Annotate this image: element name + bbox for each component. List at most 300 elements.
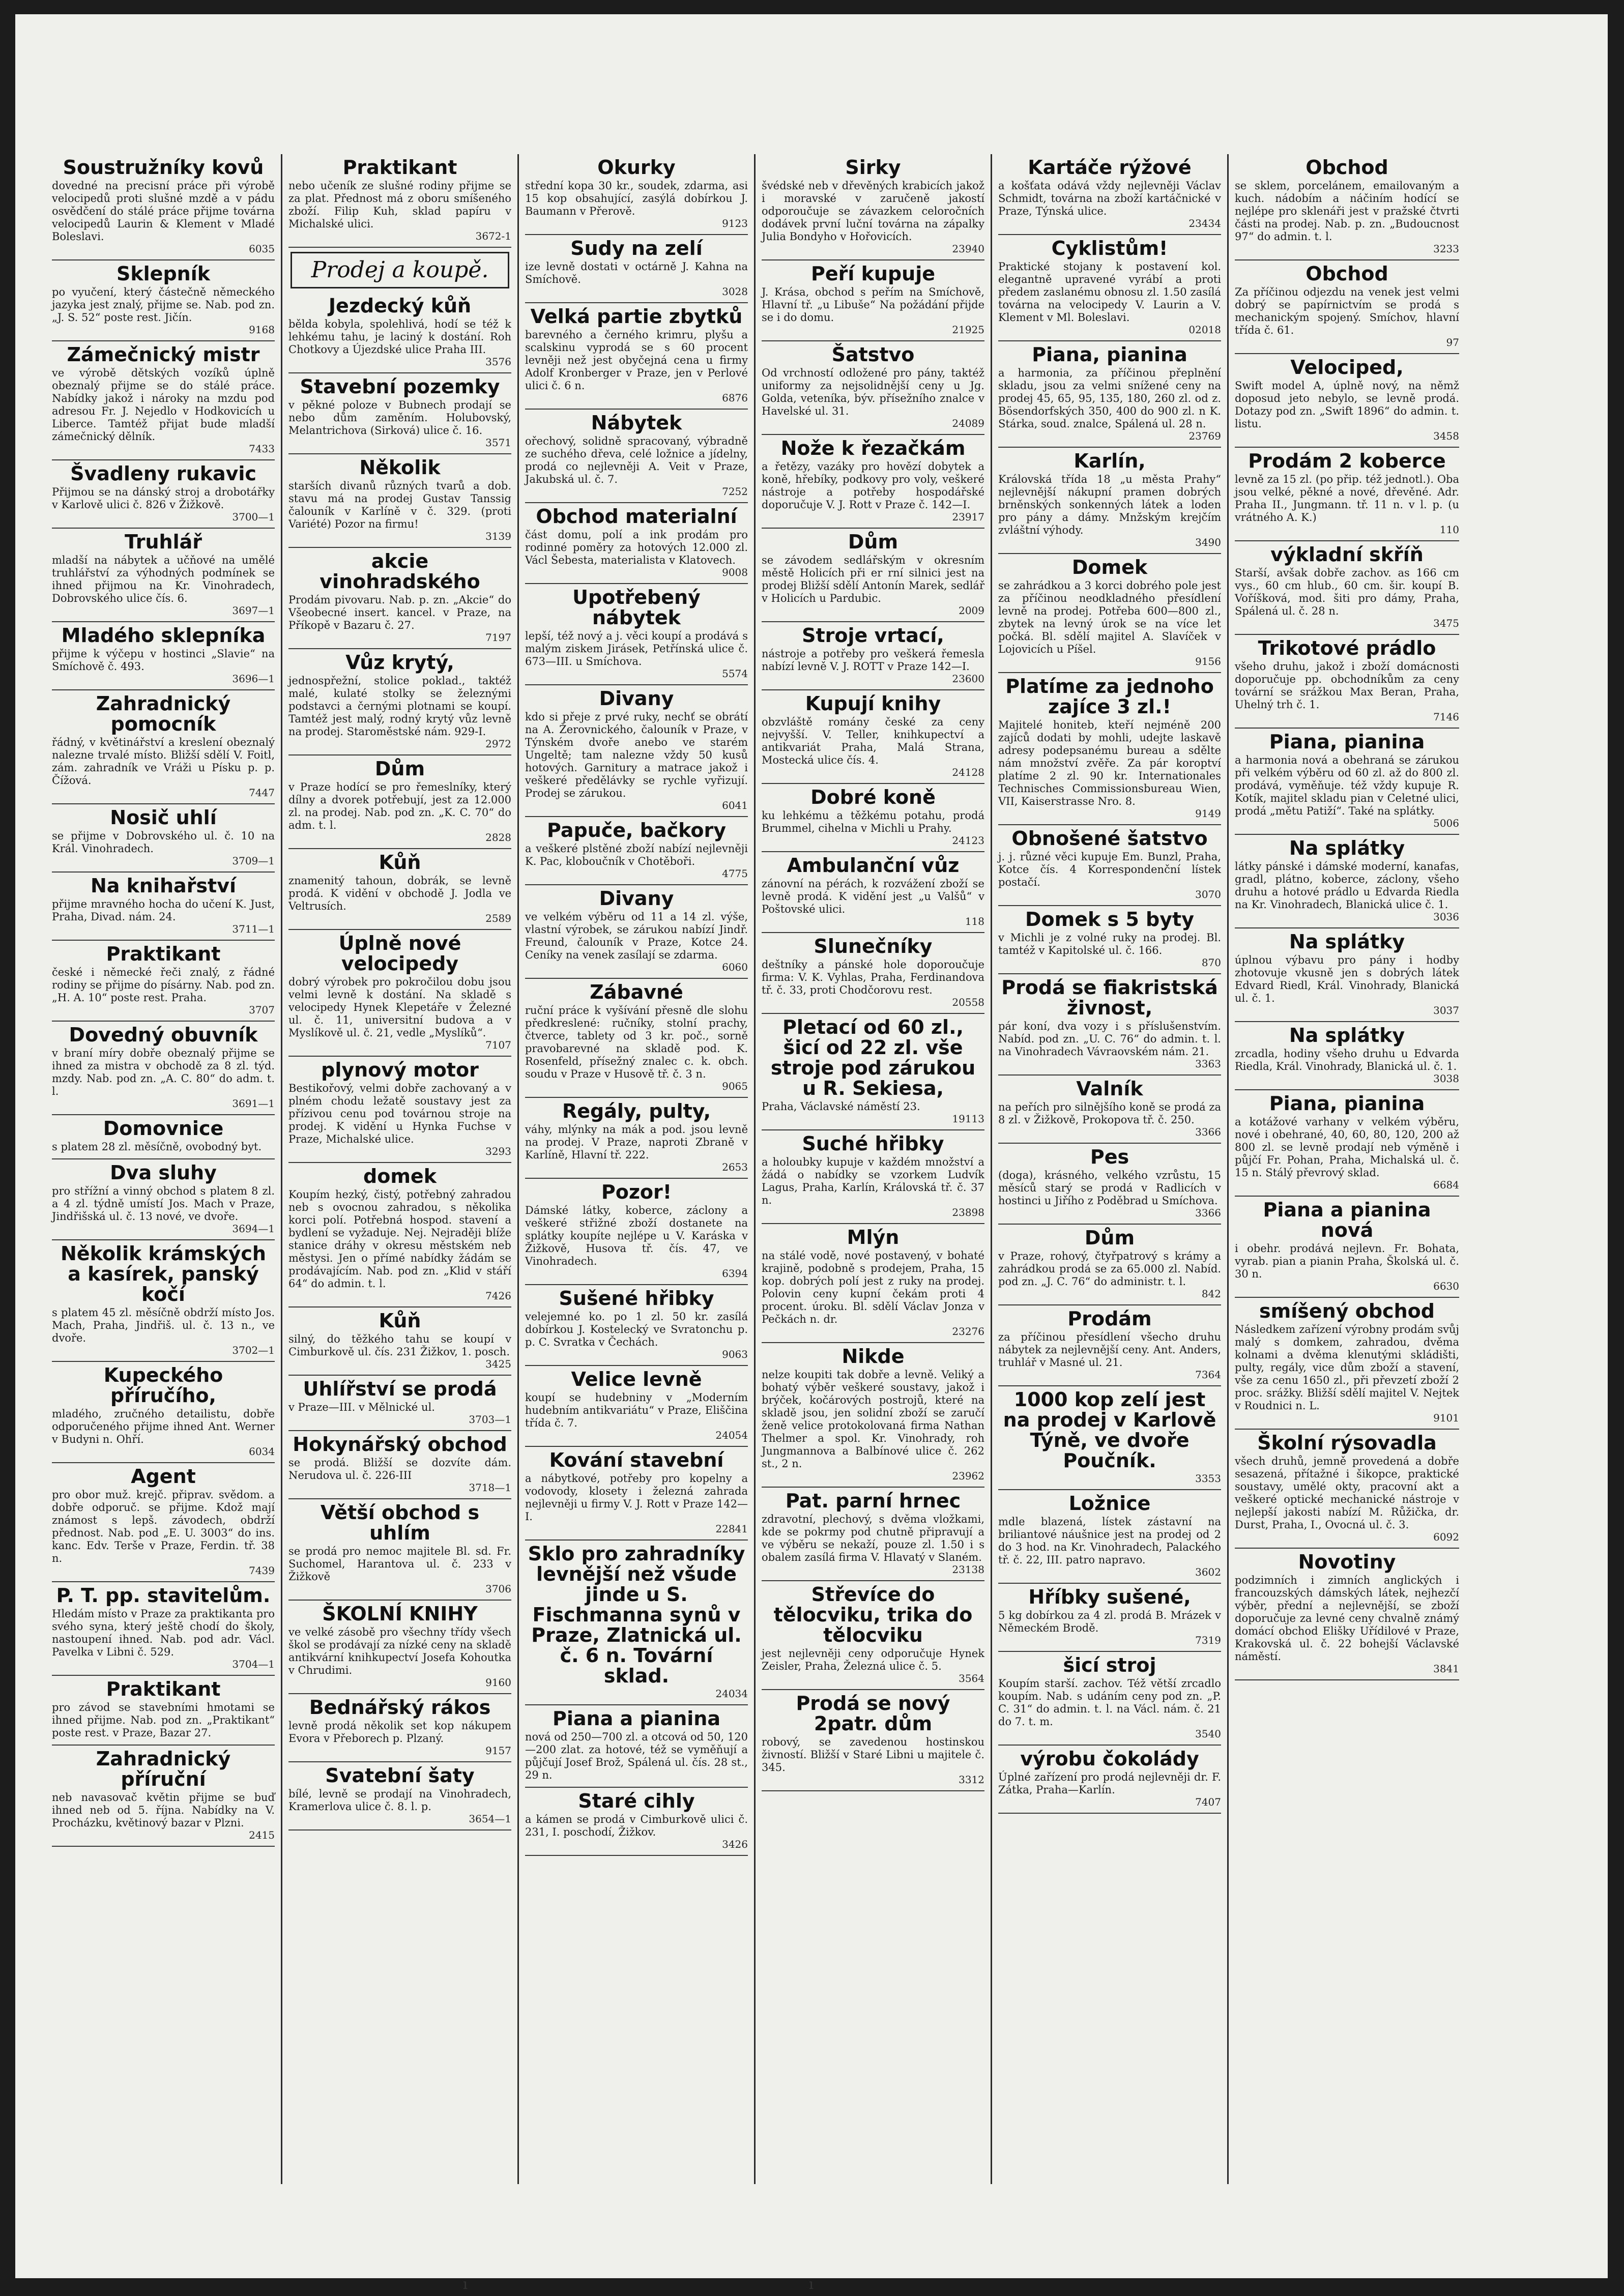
classified-ad xyxy=(762,690,984,784)
ad-title: Slunečníky xyxy=(814,935,933,957)
classified-ad xyxy=(762,154,984,260)
classified-ad xyxy=(52,1159,275,1240)
ad-number: 23940 xyxy=(952,243,984,255)
ad-number: 7433 xyxy=(249,443,275,455)
ad-number: 6876 xyxy=(722,392,748,404)
ad-title: Suché hřibky xyxy=(802,1132,944,1155)
ad-number: 9156 xyxy=(1195,655,1221,667)
ad-title: Na splátky xyxy=(1289,1024,1405,1047)
ad-text: nástroje a potřeby pro veškerá řemesla nabízí levně V. J. ROTT v Praze 142—I. xyxy=(762,648,984,673)
ad-text: Úplné zařízení pro prodá nejlevněji dr. F. Zátka, Praha—Karlín. xyxy=(998,1771,1221,1796)
ad-number: 23434 xyxy=(1188,217,1221,229)
classified-ad xyxy=(1235,928,1459,1022)
ad-title: ŠKOLNÍ KNIHY xyxy=(322,1603,478,1625)
ad-title: Svatební šaty xyxy=(325,1764,475,1787)
classified-ad xyxy=(762,1014,984,1130)
ad-title: Staré cihly xyxy=(578,1790,695,1812)
classified-ad xyxy=(288,154,511,248)
classified-ad xyxy=(288,1499,511,1601)
classified-columns xyxy=(46,154,1465,2184)
ad-text: zrcadla, hodiny všeho druhu u Edvarda Riedla, Král. Vinohrady, Blanická ul. č. 1. xyxy=(1235,1048,1459,1072)
ad-title: Stroje vrtací, xyxy=(802,624,944,647)
ad-title: Trikotové prádlo xyxy=(1258,637,1436,659)
ad-title: Na knihařství xyxy=(90,875,237,897)
ad-text: mladého, zručného detailistu, dobře odporučeného přijme ihned Ant. Werner v Budyni n. Ohří. xyxy=(52,1408,275,1445)
classified-ad xyxy=(288,930,511,1057)
ad-text: v Praze—III. v Mělnické ul. xyxy=(288,1401,435,1413)
classified-ad xyxy=(762,1343,984,1488)
ad-text: a řetězy, vazáky pro hovězí dobytek a koně, hřebíky, podkovy pro voly, veškeré nástroje a potřeby hospodářské doporučuje V. J. Rott v Praze č. 142—I. xyxy=(762,460,984,511)
classified-ad xyxy=(525,503,748,584)
classified-ad xyxy=(762,852,984,933)
classified-ad xyxy=(1235,835,1459,928)
classified-ad xyxy=(525,303,748,410)
ad-number: 3707 xyxy=(249,1004,275,1016)
classified-ad xyxy=(52,1115,275,1159)
ad-title: Hokynářský obchod xyxy=(293,1433,507,1456)
classified-ad xyxy=(52,1362,275,1463)
classified-ad xyxy=(762,933,984,1014)
ad-title: Piana, pianina xyxy=(1032,343,1187,366)
ad-text: mladší na nábytek a učňové na umělé truhlářství za výhodných podmínek se ihned přijmou na Kr. Vinohradech, Dobrovského ulice čís. 6. xyxy=(52,554,275,604)
ad-title: Domek s 5 byty xyxy=(1025,908,1194,931)
ad-title: Dovedný obuvník xyxy=(69,1024,258,1046)
ad-title: Zámečnický mistr xyxy=(67,343,260,366)
ad-text: Koupím starší. zachov. Též větší zrcadlo koupím. Nab. s udáním ceny pod zn. „P. C. 31“ do admin. t. l. na Václ. nám. č. 21 do 7. t. m. xyxy=(998,1677,1221,1728)
ad-number: 3366 xyxy=(1195,1126,1221,1138)
ad-title: Valník xyxy=(1076,1078,1143,1100)
ad-title: Soustružníky kovů xyxy=(63,156,264,179)
classified-ad xyxy=(998,554,1221,673)
ad-title: Bednářský rákos xyxy=(309,1696,491,1719)
ad-number: 3353 xyxy=(1195,1472,1221,1485)
ad-text: české i německé řeči znalý, z řádné rodiny se přijme do písárny. Nab. pod zn. „H. A. 10“ poste rest. Praha. xyxy=(52,966,275,1004)
ad-text: nebo učeník ze slušné rodiny přijme se za plat. Přednost má z oboru smíšeného zboží. Filip Kuh, sklad papíru v Michalské ulici. xyxy=(288,180,511,230)
classified-ad xyxy=(998,235,1221,341)
ad-title: Prodám 2 koberce xyxy=(1248,450,1446,472)
classified-ad xyxy=(525,1788,748,1856)
column-6 xyxy=(1229,154,1465,2184)
ad-title: Obchod materialní xyxy=(536,505,737,528)
classified-ad xyxy=(525,1366,748,1447)
ad-text: dobrý výrobek pro pokročilou dobu jsou velmi levně k dostání. Na skladě s velocipedy Hynek Klepetáře v Železné ul. č. 11, universitní budova a v Myslíkově ul. č. 21, vedle „Myslíků“. xyxy=(288,976,511,1039)
classified-ad xyxy=(998,154,1221,235)
ad-title: Uhlířství se prodá xyxy=(303,1378,497,1400)
ad-text: v braní míry dobře obeznalý přijme se ihned za mistra v obchodě za 8 zl. týd. mzdy. Nab. pod zn. „A. C. 80“ do adm. t. l. xyxy=(52,1047,275,1097)
ad-number: 23962 xyxy=(952,1470,984,1482)
ad-text: se zahrádkou a 3 korci dobrého pole jest za příčinou neodkladného přesídlení levně na prodej. Potřeba 600—800 zl., zbytek na levný úrok se na více let počká. Bl. sdělí majitel A. Slavíček v Lojovicích u Píšel. xyxy=(998,579,1221,655)
ad-text: zánovní na pérách, k rozvážení zboží se levně prodá. K vidění jest „u Valšů“ v Poštovské ulici. xyxy=(762,878,984,915)
ad-title: Jezdecký kůň xyxy=(328,295,472,317)
classified-ad xyxy=(762,1690,984,1791)
classified-ad xyxy=(525,154,748,235)
ad-title: plynový motor xyxy=(321,1059,479,1081)
column-2 xyxy=(282,154,519,2184)
classified-ad xyxy=(762,341,984,435)
ad-number: 7447 xyxy=(249,787,275,799)
ad-number: 23138 xyxy=(952,1563,984,1576)
ad-text: nová od 250—700 zl. a otcová od 50, 120—200 zlat. za hotové, též se vyměňují a půjčují Josef Brož, Spálená ul. čís. 28 st., 29 n. xyxy=(525,1731,748,1781)
ad-number: 21925 xyxy=(952,324,984,336)
classified-ad xyxy=(1235,1430,1459,1549)
ad-text: úplnou výbavu pro pány i hodby zhotovuje vkusně jen s dobrých látek Edvard Riedl, Král. Vinohrady, Blanická ul. č. 1. xyxy=(1235,954,1459,1004)
ad-number: 7319 xyxy=(1195,1634,1221,1646)
ad-title: Peří kupuje xyxy=(811,263,935,285)
ad-title: Sušené hřibky xyxy=(559,1287,714,1310)
ad-number: 3704—1 xyxy=(232,1658,275,1670)
classified-ad xyxy=(288,849,511,930)
classified-ad xyxy=(998,974,1221,1076)
ad-title: Prodám xyxy=(1067,1307,1152,1330)
ad-text: levně prodá několik set kop nákupem Evora v Přeborech p. Plzaný. xyxy=(288,1720,511,1745)
ad-text: podzimních i zimních anglických i francouzských dámských látek, nejhezčí výběr, přední a nejlevnější, se zboží doporučuje za levné ceny chvalně známý domácí obchod Elišky Uřídilové v Praze, Krakovská ul. č. 22 bohejší Václavské náměstí. xyxy=(1235,1574,1459,1663)
classified-ad xyxy=(288,755,511,849)
ad-number: 6060 xyxy=(722,961,748,973)
ad-text: Swift model A, úplně nový, na němž doposud jeto nebylo, se levně prodá. Dotazy pod zn. „Swift 1896“ do admin. t. listu. xyxy=(1235,380,1459,430)
classified-ad xyxy=(288,454,511,548)
ad-text: všeho druhu, jakož i zboží domácnosti doporučuje pp. obchodníkům za ceny tovární se srážkou Max Beran, Praha, Uhelný trh č. 1. xyxy=(1235,660,1459,711)
classified-ad xyxy=(525,685,748,817)
ad-number: 3233 xyxy=(1433,243,1459,255)
classified-ad xyxy=(525,1285,748,1366)
ad-number: 24123 xyxy=(952,834,984,847)
ad-text: a holoubky kupuje v každém množství a žádá o nabídky se vzorkem Ludvík Lagus, Praha, Karlín, Královská tř. č. 37 n. xyxy=(762,1156,984,1206)
classified-ad xyxy=(525,1098,748,1179)
ad-number: 3070 xyxy=(1195,888,1221,900)
ad-text: střední kopa 30 kr., soudek, zdarma, asi 15 kop obsahující, zasýlá dobírkou J. Baumann v Přerově. xyxy=(525,180,748,217)
ad-title: Mlýn xyxy=(847,1226,900,1248)
ad-number: 7146 xyxy=(1433,711,1459,723)
ad-number: 9008 xyxy=(722,566,748,578)
ad-number: 7439 xyxy=(249,1564,275,1577)
ad-text: za příčinou přesídlení všecho druhu nábytek za nejlevnější ceny. Ant. Anders, truhlář v Masné ul. 21. xyxy=(998,1331,1221,1369)
classified-ad xyxy=(525,1447,748,1541)
ad-text: váhy, mlýnky na mák a pod. jsou levně na prodej. V Praze, naproti Zbraně v Karlíně, Hlavní tř. 222. xyxy=(525,1123,748,1161)
classified-ad xyxy=(525,584,748,685)
ad-number: 3672-1 xyxy=(475,230,511,242)
ad-text: dovedné na precisní práce při výrobě velocipedů proti slušné mzdě a v pádu osvědčení do stálé práce přijme továrna velocipedů Laurin & Klement v Mladé Boleslavi. xyxy=(52,180,275,243)
ad-title: Pat. parní hrnec xyxy=(785,1490,961,1512)
ad-title: Dva sluhy xyxy=(110,1161,217,1184)
ad-text: jest nejlevněji ceny odporučuje Hynek Zeisler, Praha, Železná ulice č. 5. xyxy=(762,1647,984,1672)
ad-number: 7107 xyxy=(485,1039,511,1051)
ad-number: 23917 xyxy=(952,511,984,523)
classified-ad xyxy=(998,341,1221,448)
ad-title: akcie vinohradského xyxy=(320,550,480,593)
ad-number: 3696—1 xyxy=(232,673,275,685)
ad-text: bílé, levně se prodají na Vinohradech, Kramerlova ulice č. 8. l. p. xyxy=(288,1788,511,1813)
classified-ad xyxy=(1235,1549,1459,1680)
ad-text: pro obor muž. krejč. připrav. svědom. a dobře odporuč. se přijme. Kdož mají známost s lepš. závodech, obdrží přednost. Nab. pod „E. U. 3003“ do ins. kanc. Edv. Terše v Praze, Ferdin. tř. 38 n. xyxy=(52,1489,275,1564)
ad-title: Mladého sklepníka xyxy=(61,624,266,647)
ad-title: Střevíce do tělocviku, trika do tělocviku xyxy=(773,1583,973,1646)
classified-ad xyxy=(1235,260,1459,354)
ad-number: 9123 xyxy=(722,217,748,229)
ad-text: a veškeré plstěné zboží nabízí nejlevněji K. Pac, kloboučník v Chotěboři. xyxy=(525,842,748,867)
ad-text: (doga), krásného, velkého vzrůstu, 15 měsíců starý se prodá v Radlicích v hostinci u Jiřího z Poděbrad u Smíchova. xyxy=(998,1169,1221,1207)
ad-text: se prodá. Bližší se dozvíte dám. Nerudova ul. č. 226-III xyxy=(288,1457,511,1481)
ad-number: 3697—1 xyxy=(232,604,275,617)
classified-ad xyxy=(525,885,748,979)
classified-ad xyxy=(288,293,511,373)
ad-title: Kůň xyxy=(379,1310,421,1332)
ad-number: 2589 xyxy=(485,912,511,924)
ad-title: Dům xyxy=(1084,1227,1135,1249)
ad-number: 24128 xyxy=(952,766,984,778)
ad-title: Sklo pro zahradníky levnější než všude jinde u S. Fischmanna synů v Praze, Zlatnická ul. č. 6 n. Tovární sklad. xyxy=(528,1543,745,1687)
ad-number: 7407 xyxy=(1195,1796,1221,1808)
ad-text: pár koní, dva vozy i s příslušenstvím. Nabíd. pod zn. „U. C. 76“ do admin. t. l. na Vinohradech Vávraovském nám. 21. xyxy=(998,1020,1221,1058)
ad-text: v Praze hodící se pro řemeslníky, který dílny a dvorek potřebují, jest za 12.000 zl. na prodej. Nab. pod zn. „K. C. 70“ do adm. t. l. xyxy=(288,781,511,831)
ad-text: Praktické stojany k postavení kol. elegantně upravené vyrábí a proti předem zaslanému obnosu zl. 1.50 zasílá továrna na velocipedy V. Laurin a V. Klement v Ml. Boleslavi. xyxy=(998,260,1221,324)
ad-title: Velociped, xyxy=(1290,356,1404,379)
ad-text: se prodá pro nemoc majitele Bl. sd. Fr. Suchomel, Harantova ul. č. 233 v Žižkově xyxy=(288,1545,511,1583)
classified-ad xyxy=(288,1601,511,1694)
ad-number: 24089 xyxy=(952,417,984,429)
column-1 xyxy=(46,154,282,2184)
ad-title: Obchod xyxy=(1306,263,1388,285)
classified-ad xyxy=(762,784,984,852)
ad-text: ku lehkému a těžkému potahu, prodá Brummel, cihelna v Michli u Prahy. xyxy=(762,809,984,834)
ad-text: Hledám místo v Praze za praktikanta pro svého syna, který ještě chodí do školy, nastoupení ihned. Nab. pod adr. Václ. Pavelka v Libni č. 529. xyxy=(52,1608,275,1658)
classified-ad xyxy=(998,448,1221,554)
classified-ad xyxy=(998,906,1221,974)
classified-ad xyxy=(288,1307,511,1376)
ad-number: 3841 xyxy=(1433,1663,1459,1675)
ad-number: 3564 xyxy=(959,1672,984,1684)
ad-number: 3540 xyxy=(1195,1728,1221,1740)
ad-number: 97 xyxy=(1446,336,1459,348)
ad-title: Pes xyxy=(1090,1146,1129,1168)
ad-text: znamenitý tahoun, dobrák, se levně prodá. K vidění v obchodě J. Jodla ve Veltrusích. xyxy=(288,875,511,912)
classified-ad xyxy=(1235,154,1459,260)
ad-title: Školní rýsovadla xyxy=(1257,1432,1437,1454)
classified-ad xyxy=(998,1584,1221,1652)
ad-title: Kupují knihy xyxy=(805,692,941,715)
ad-title: Papuče, bačkory xyxy=(547,819,726,841)
ad-text: s platem 45 zl. měsíčně obdrží místo Jos. Mach, Praha, Jindřiš. ul. č. 13 n., ve dvoře. xyxy=(52,1306,275,1344)
ad-number: 6034 xyxy=(249,1445,275,1458)
ad-title: Praktikant xyxy=(106,1678,221,1700)
ad-number: 23276 xyxy=(952,1325,984,1338)
classified-ad xyxy=(762,529,984,622)
ad-text: Starší, avšak dobře zachov. as 166 cm vys., 60 cm hlub., 60 cm. šir. koupí B. Voříšková, mod. šiti pro dámy, Praha, Spálená ul. č. 28 n. xyxy=(1235,567,1459,617)
ad-text: se sklem, porcelánem, emailovaným a kuch. nádobím a náčiním hodící se nejlépe pro sklenáři jest v pražské čtvrti části na prodej. Nab. p. zn. „Budoucnost 97“ do admin. t. l. xyxy=(1235,180,1459,243)
classified-ad xyxy=(52,529,275,622)
ad-title: Nosič uhlí xyxy=(110,806,217,829)
ad-title: Pletací od 60 zl., šicí od 22 zl. vše stroje pod zárukou u R. Sekiesa, xyxy=(770,1016,976,1099)
ad-number: 6684 xyxy=(1433,1179,1459,1191)
ad-title: Hříbky sušené, xyxy=(1028,1586,1191,1608)
ad-text: Bestikořový, velmi dobře zachovaný a v plném chodu ležatě soustavy jest za přízivou cenu pod továrnou stroje na prodej. K vidění u Hynka Fuchse v Praze, Michalské ulice. xyxy=(288,1082,511,1145)
ad-title: Cyklistům! xyxy=(1051,237,1168,259)
classified-ad xyxy=(288,649,511,755)
ad-text: a nábytkové, potřeby pro kopelny a vodovody, klosety i železná zahrada nejlevněji u firmy V. J. Rott v Praze 142—I. xyxy=(525,1472,748,1523)
ad-title: Šatstvo xyxy=(831,343,915,366)
ad-text: nelze koupiti tak dobře a levně. Veliký a bohatý výběr veškeré soustavy, jakož i brýček, kočárových postrojů, které na skladě jsou, jen solidní zboží se zaručí ženě velice protokolovaná firma Nathan Thelmer a spol. Kr. Vinohrady, roh Jungmannova a Balbínové ulice č. 262 st., 2 n. xyxy=(762,1369,984,1470)
classified-ad xyxy=(52,873,275,941)
ad-number: 7197 xyxy=(485,631,511,644)
ad-number: 3490 xyxy=(1195,536,1221,548)
ad-title: Novotiny xyxy=(1298,1551,1396,1573)
classified-ad xyxy=(525,235,748,303)
ad-number: 3425 xyxy=(485,1358,511,1370)
classified-ad xyxy=(52,1676,275,1746)
ad-text: velejemné ko. po 1 zl. 50 kr. zasílá dobírkou J. Kostelecký ve Svratonchu p. p. C. Svratka v Čechách. xyxy=(525,1311,748,1348)
classified-ad xyxy=(762,1488,984,1581)
ad-number: 3711—1 xyxy=(232,923,275,935)
ad-title: Agent xyxy=(131,1465,196,1488)
ad-number: 6630 xyxy=(1433,1280,1459,1292)
classified-ad xyxy=(762,1130,984,1224)
classified-ad xyxy=(998,673,1221,825)
ad-text: bělda kobyla, spolehlivá, hodí se též k lehkému tahu, je laciný k dostání. Roh Chotkovy a Újezdské ulice Praha III. xyxy=(288,318,511,356)
ad-number: 3576 xyxy=(485,356,511,368)
ad-number: 7426 xyxy=(485,1290,511,1302)
ad-number: 9063 xyxy=(722,1348,748,1360)
ad-number: 5006 xyxy=(1433,817,1459,829)
ad-title: Ambulanční vůz xyxy=(787,854,960,877)
ad-text: švédské neb v dřevěných krabicích jakož i moravské v zaručeně jakostí odporoučuje se závazkem celoročních dodávek první luční továrna na zápalky Julia Bondyho v Hořovicích. xyxy=(762,180,984,243)
ad-number: 3706 xyxy=(485,1583,511,1595)
classified-ad xyxy=(288,1163,511,1307)
ad-number: 3312 xyxy=(959,1774,984,1786)
ad-number: 5574 xyxy=(722,667,748,680)
ad-text: J. Krása, obchod s peřím na Smíchově, Hlavní tř. „u Libuše“ Na požádání přijde se i do domu. xyxy=(762,286,984,324)
ad-title: Kartáče rýžové xyxy=(1028,156,1192,179)
ad-number: 7364 xyxy=(1195,1369,1221,1381)
ad-number: 3366 xyxy=(1195,1207,1221,1219)
ad-number: 22841 xyxy=(715,1523,748,1535)
ad-title: Dům xyxy=(848,531,898,553)
ad-number: 3038 xyxy=(1433,1072,1459,1085)
ad-title: Truhlář xyxy=(125,531,202,553)
ad-text: a kotážové varhany v velkém výběru, nové i obehrané, 40, 60, 80, 120, 200 až 800 zl. se levně prodají neb výměně i půjčí Fr. Pohan, Praha, Michalská ul. č. 15 n. Stálý převrový sklad. xyxy=(1235,1116,1459,1179)
ad-number: 3363 xyxy=(1195,1058,1221,1070)
ad-text: barevného a černého krimru, plyšu a scalskinu vyprodá se s 60 procent levněji než jest obyčejná cena u firmy Adolf Kronberger v Praze, jen v Perlové ulici č. 6 n. xyxy=(525,329,748,392)
ad-number: 9149 xyxy=(1195,807,1221,820)
ad-number: 23769 xyxy=(1188,430,1221,442)
ad-number: 2972 xyxy=(485,738,511,750)
ad-number: 3709—1 xyxy=(232,855,275,867)
classified-ad xyxy=(998,1386,1221,1490)
ad-text: látky pánské i dámské moderní, kanafas, gradl, plátno, koberce, záclony, všeho druhu a hotové prádlo u Edvarda Riedla na Kr. Vinohradech, Blanická ulice č. 1. xyxy=(1235,860,1459,911)
classified-ad xyxy=(998,1652,1221,1746)
ad-text: v pěkné poloze v Bubnech prodají se nebo dům zaměním. Holubovský, Melantrichova (Sirková) ulice č. 16. xyxy=(288,399,511,437)
ad-text: koupí se hudebniny v „Moderním hudebním antikvariátu“ v Praze, Eliščina třída č. 7. xyxy=(525,1391,748,1429)
ad-title: Karlín, xyxy=(1074,450,1146,472)
ad-text: Královská třída 18 „u města Prahy“ nejlevnější nákupní pramen dobrých brněnských sonkenných látek a loden pro pány a dámy. Mnžským krejčím zvláštní výhody. xyxy=(998,473,1221,536)
ad-title: Prodá se fiakristská živnost, xyxy=(1001,976,1218,1019)
ad-number: 2828 xyxy=(485,831,511,844)
ad-text: přijme mravného hocha do učení K. Just, Praha, Divad. nám. 24. xyxy=(52,898,275,923)
ad-text: Prodám pivovaru. Nab. p. zn. „Akcie“ do Všeobecné insert. kancel. v Praze, na Příkopě v Bazaru č. 27. xyxy=(288,594,511,631)
classified-ad xyxy=(288,1431,511,1499)
ad-text: ve velké zásobě pro všechny třídy všech škol se prodávají za nízké ceny na skladě antikvární knihkupectví Josefa Kohoutka v Chrudimi. xyxy=(288,1626,511,1676)
classified-ad xyxy=(525,1541,748,1705)
ad-number: 3654—1 xyxy=(469,1813,511,1825)
ad-text: Od vrchností odložené pro pány, taktéž uniformy za nejsolidnější ceny u Jg. Golda, veteníka, býv. přísežního znalce v Havelské ul. 31. xyxy=(762,367,984,417)
newspaper-page xyxy=(15,14,1608,2292)
ad-title: Větší obchod s uhlím xyxy=(320,1501,480,1544)
ad-text: kdo si přeje z prvé ruky, nechť se obrátí na A. Žerovnického, čalouník v Praze, v Týnském dvoře anebo ve starém Ungeltě; tam nalezne vždy 50 kusů hotových. Garnitury a matrace jakož i veškeré předělávky se rychle vyřizují. Prodej se zárukou. xyxy=(525,711,748,799)
ad-title: Upotřebený nábytek xyxy=(572,586,701,629)
ad-number: 9065 xyxy=(722,1080,748,1092)
classified-ad xyxy=(1235,1022,1459,1090)
ad-title: Okurky xyxy=(597,156,676,179)
ad-title: Praktikant xyxy=(106,943,221,965)
classified-ad xyxy=(288,1762,511,1830)
ad-title: Platíme za jednoho zajíce 3 zl.! xyxy=(1005,675,1214,718)
bottom-mark: ı xyxy=(809,2276,814,2292)
classified-ad xyxy=(52,1240,275,1362)
ad-title: Švadleny rukavic xyxy=(70,462,256,485)
ad-number: 9160 xyxy=(485,1676,511,1689)
ad-title: výrobu čokolády xyxy=(1020,1748,1199,1770)
ad-number: 6394 xyxy=(722,1267,748,1280)
classified-ad xyxy=(288,373,511,454)
ad-number: 23898 xyxy=(952,1206,984,1218)
ad-number: 6041 xyxy=(722,799,748,811)
ad-text: Dámské látky, koberce, záclony a veškeré střižné zboží dostanete na splátky koupíte nejlépe u V. Karáska v Žižkově, Husova tř. čís. 47, ve Vinohradech. xyxy=(525,1204,748,1267)
ad-number: 842 xyxy=(1201,1288,1221,1300)
ad-text: Za příčinou odjezdu na venek jest velmi dobrý se papírnictvím se prodá s mechanickým spojený. Smíchov, hlavní třída č. 61. xyxy=(1235,286,1459,336)
ad-number: 9168 xyxy=(249,324,275,336)
ad-title: Piana, pianina xyxy=(1269,1092,1425,1115)
ad-number: 3694—1 xyxy=(232,1223,275,1235)
classified-ad xyxy=(1235,448,1459,541)
ad-number: 3475 xyxy=(1433,617,1459,629)
ad-text: pro střížní a vinný obchod s platem 8 zl. a 4 zl. týdně umístí Jos. Mach v Praze, Jindřišská ul. č. 13 nové, ve dvoře. xyxy=(52,1185,275,1223)
ad-number: 6035 xyxy=(249,243,275,255)
ad-number: 3718—1 xyxy=(469,1481,511,1494)
ad-text: deštníky a pánské hole doporoučuje firma: V. K. Vyhlas, Praha, Ferdinandova tř. č. 33, proti Chodčorovu rest. xyxy=(762,958,984,996)
ad-text: část domu, polí a ink prodám pro rodinné poměry za hotových 12.000 zl. Václ Šebesta, materialista v Klatovech. xyxy=(525,529,748,566)
ad-number: 4775 xyxy=(722,867,748,880)
ad-number: 870 xyxy=(1201,956,1221,969)
ad-title: Nábytek xyxy=(591,412,682,434)
ad-title: Velice levně xyxy=(571,1368,702,1390)
ad-title: Úplně nové velocipedy xyxy=(338,932,461,975)
classified-ad xyxy=(762,1581,984,1690)
ad-title: 1000 kop zelí jest na prodej v Karlově Týně, ve dvoře Poučník. xyxy=(1003,1388,1216,1472)
ad-number: 110 xyxy=(1439,524,1459,536)
ad-number: 3571 xyxy=(485,437,511,449)
ad-title: Zahradnický příruční xyxy=(96,1748,231,1790)
ad-number: 3691—1 xyxy=(232,1097,275,1110)
classified-ad xyxy=(1235,1298,1459,1430)
ad-title: Regály, pulty, xyxy=(562,1100,711,1122)
ad-text: a harmonia, za příčinou přeplnění skladu, jsou za velmi snížené ceny na prodej 45, 65, 95, 135, 180, 260 zl. od z. Bösendorfských 350, 400 do 900 zl. n K. Stárka, soud. znalce, Spálená ul. 28 n. xyxy=(998,367,1221,430)
ad-text: Přijmou se na dánský stroj a drobotářky v Karlově ulici č. 826 v Žižkově. xyxy=(52,486,275,511)
ad-number: 9101 xyxy=(1433,1412,1459,1424)
ad-text: řádný, v květinářství a kreslení obeznalý nalezne trvalé místo. Bližší sdělí V. Foitl, zám. zahradník ve Vráži u Písku p. p. Čížová. xyxy=(52,736,275,787)
classified-ad xyxy=(525,979,748,1098)
ad-title: Několik krámských a kasírek, panský kočí xyxy=(61,1242,266,1305)
ad-title: Prodá se nový 2patr. dům xyxy=(796,1692,950,1735)
ad-number: 2009 xyxy=(959,604,984,617)
ad-title: šicí stroj xyxy=(1063,1654,1156,1676)
column-5 xyxy=(992,154,1229,2184)
ad-number: 7252 xyxy=(722,485,748,498)
classified-ad xyxy=(52,690,275,804)
classified-ad xyxy=(52,804,275,873)
classified-ad xyxy=(52,1582,275,1676)
bottom-marks xyxy=(15,2276,1608,2296)
ad-title: Divany xyxy=(599,687,674,710)
classified-ad xyxy=(288,548,511,649)
ad-text: Následkem zařízení výrobny prodám svůj malý s domkem, zahradou, dvěma kolnami a dvěma klenutými skládišti, pulty, regály, vice dům zboží a stavení, vše za cenu 1650 zl., při převzetí zboží 2 proc. srážky. Bližší sdělí majitel V. Nejtek v Roudnici n. L. xyxy=(1235,1323,1459,1412)
